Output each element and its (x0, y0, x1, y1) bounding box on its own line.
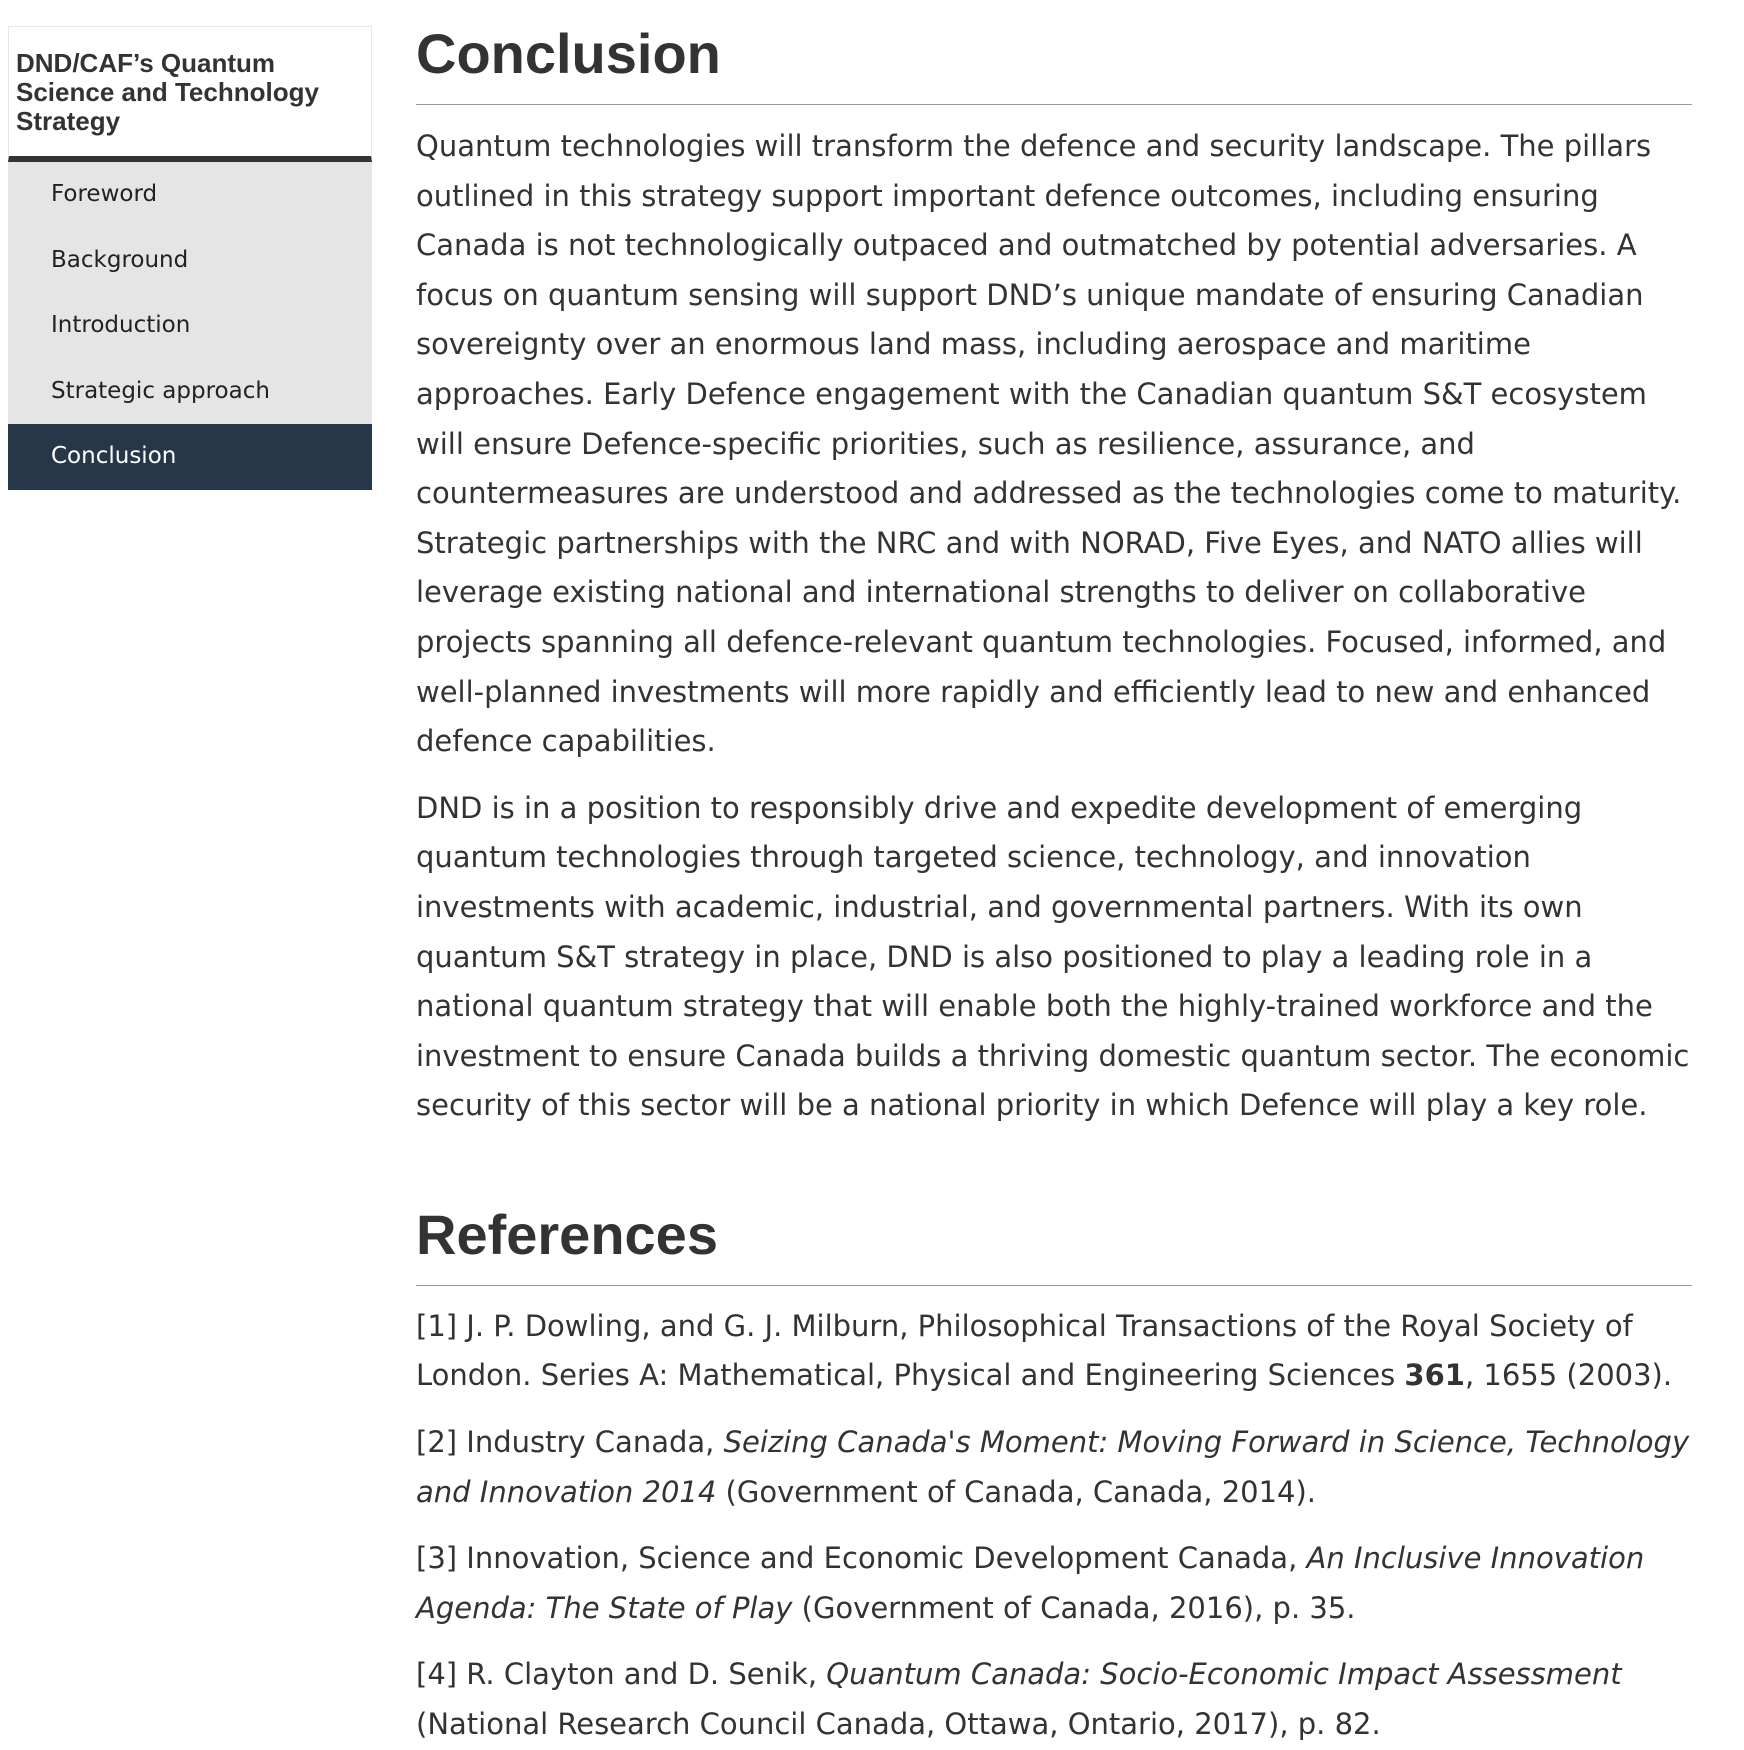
reference-text: [1] J. P. Dowling, and G. J. Milburn, Philosophical Transactions of the Royal Society of London. Series A: Mathematical, Physical and Engineering Sciences (416, 1308, 1633, 1393)
conclusion-heading: Conclusion (416, 20, 1692, 105)
sidebar-item-conclusion[interactable]: Conclusion (8, 424, 372, 490)
reference-item-2 (416, 1418, 1692, 1517)
sidebar (8, 26, 372, 490)
references-section (416, 1201, 1692, 1750)
reference-text: [3] Innovation, Science and Economic Development Canada, (416, 1541, 1307, 1576)
reference-item-1 (416, 1302, 1692, 1401)
references-heading: References (416, 1201, 1692, 1286)
conclusion-section (416, 20, 1692, 1131)
reference-item-3 (416, 1534, 1692, 1633)
sidebar-item-background[interactable]: Background (51, 246, 189, 273)
conclusion-paragraph-2: DND is in a position to responsibly drive and expedite development of emerging quantum technologies through targeted science, technology, and innovation investments with academic, industrial, and governmental partners. With its own quantum S&T strategy in place, DND is also positioned to play a leading role in a national quantum strategy that will enable both the highly-trained workforce and the investment to ensure Canada builds a thriving domestic quantum sector. The economic security of this sector will be a national priority in which Defence will play a key role. (416, 790, 1690, 1123)
references-list (416, 1302, 1692, 1750)
sidebar-item-introduction[interactable]: Introduction (51, 312, 191, 338)
sidebar-title[interactable]: DND/CAF’s Quantum Science and Technology Strategy (16, 48, 319, 136)
reference-item-4 (416, 1650, 1692, 1749)
reference-text: [2] Industry Canada, (416, 1425, 724, 1460)
reference-text: (Government of Canada, Canada, 2014). (716, 1474, 1317, 1509)
main-content (416, 20, 1692, 1750)
sidebar-nav (8, 162, 372, 490)
reference-volume: 361 (1404, 1358, 1465, 1393)
reference-text: [4] R. Clayton and D. Senik, (416, 1657, 827, 1692)
reference-title: An Inclusive Innovation Agenda: The State of Play (416, 1541, 1645, 1625)
reference-text: , 1655 (2003). (1464, 1358, 1673, 1393)
reference-text: (National Research Council Canada, Ottawa, Ontario, 2017), p. 82. (416, 1707, 1381, 1742)
sidebar-item-strategic-approach[interactable]: Strategic approach (51, 377, 270, 404)
conclusion-paragraph-1: Quantum technologies will transform the defence and security landscape. The pillars outlined in this strategy support important defence outcomes, including ensuring Canada is not technologically outpaced and outmatched by potential adversaries. A focus on quantum sensing will support DND’s unique mandate of ensuring Canadian sovereignty over an enormous land mass, including aerospace and maritime approaches. Early Defence engagement with the Canadian quantum S&T ecosystem will ensure Defence-specific priorities, such as resilience, assurance, and countermeasures are understood and addressed as the technologies come to maturity. Strategic partnerships with the NRC and with NORAD, Five Eyes, and NATO allies will leverage existing national and international strengths to deliver on collaborative projects spanning all defence-relevant quantum technologies. Focused, informed, and well-planned investments will more rapidly and efficiently lead to new and enhanced defence capabilities. (416, 129, 1682, 759)
reference-title: Quantum Canada: Socio-Economic Impact Assessment (826, 1657, 1622, 1692)
sidebar-item-foreword[interactable]: Foreword (51, 181, 158, 207)
sidebar-header (8, 26, 372, 162)
reference-title: Seizing Canada's Moment: Moving Forward in Science, Technology and Innovation 2014 (416, 1425, 1690, 1509)
reference-text: (Government of Canada, 2016), p. 35. (792, 1590, 1356, 1625)
